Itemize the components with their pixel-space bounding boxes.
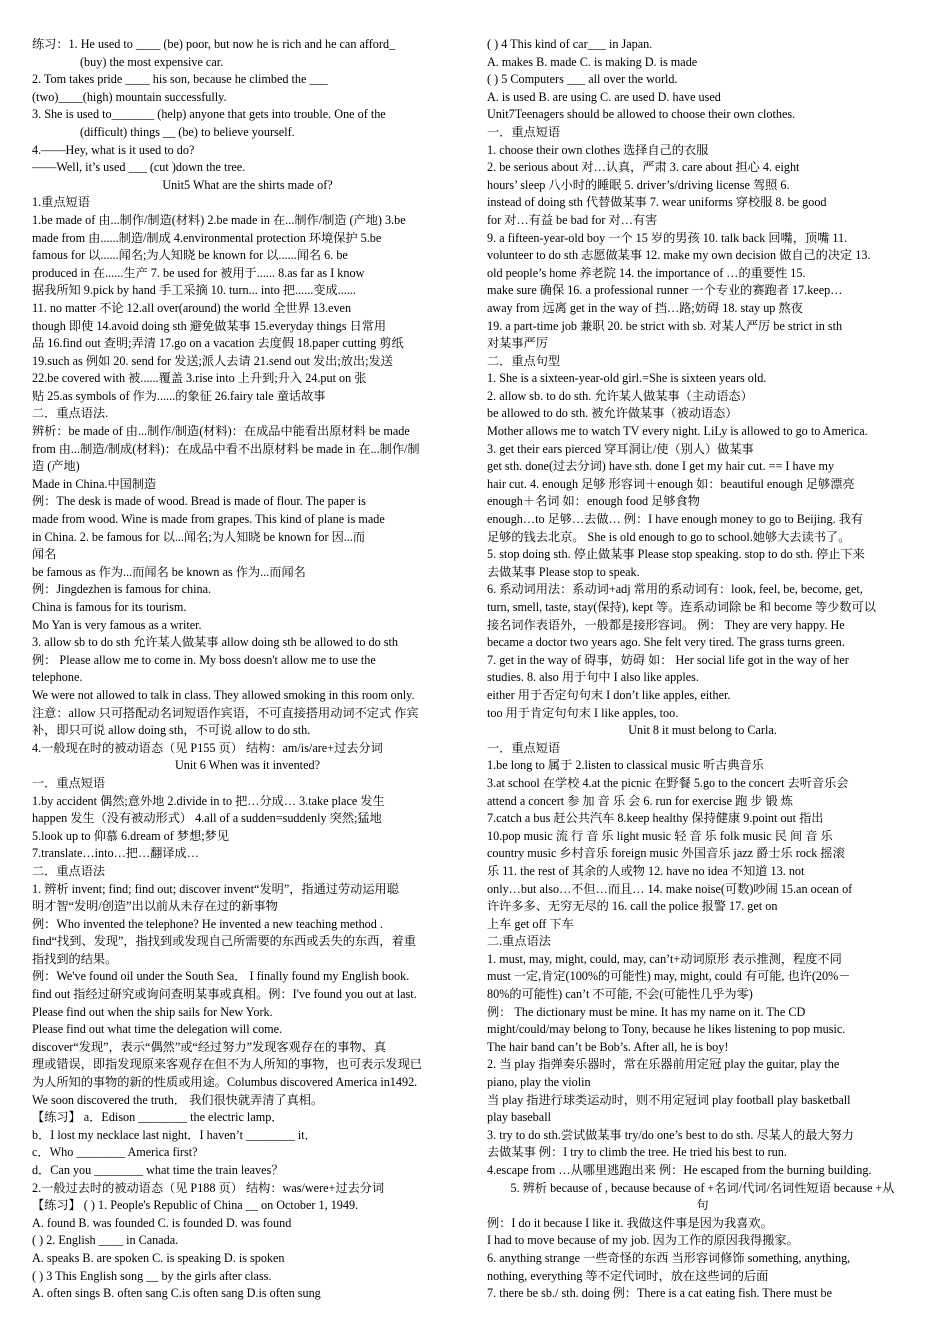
right-line: 去做某事 Please stop to speak.: [487, 564, 640, 579]
right-line: 例：I do it because I like it. 我做这件事是因为我喜欢。: [487, 1215, 773, 1230]
right-line: 3. get their ears pierced 穿耳洞让/使（别人）做某事: [487, 441, 754, 456]
right-line: enough＋名词 如：enough food 足够食物: [487, 494, 700, 509]
right-line: 3. try to do sth.尝试做某事 try/do one’s best to do sth. 尽某人的最大努力: [487, 1127, 854, 1142]
left-line: 据我所知 9.pick by hand 手工采摘 10. turn... into 把......变成......: [32, 283, 356, 298]
left-line: ——Well, it’s used ___ (cut )down the tree.: [32, 160, 246, 175]
right-line: 2. be serious about 对…认真，严肃 3. care about 担心 4. eight: [487, 160, 800, 175]
right-line: 2. 当 play 指弹奏乐器时，常在乐器前用定冠 play the guitar, play the: [487, 1057, 840, 1072]
left-line: made from wood. Wine is made from grapes. This kind of plane is made: [32, 512, 385, 527]
left-line: 7.translate…into…把…翻译成…: [32, 846, 199, 861]
right-line: must 一定,肯定(100%的可能性) may, might, could 有可能, 也许(20%－: [487, 969, 851, 984]
right-line: get sth. done(过去分词) have sth. done I get my hair cut. == I have my: [487, 459, 835, 474]
left-line: 练习：1. He used to ____ (be) poor, but now he is rich and he can afford_: [32, 37, 396, 51]
right-line: 足够的钱去北京。 She is old enough to go to school.她够大去读书了。: [487, 529, 851, 544]
right-line: 6. 系动词用法：系动词+adj 常用的系动词有：look, feel, be, become, get,: [487, 582, 863, 597]
right-line: 7. get in the way of 碍事，妨碍 如： Her social life got in the way of her: [487, 652, 849, 667]
left-line: 1.be made of 由...制作/制造(材料) 2.be made in 在...制作/制造 (产地) 3.be: [32, 212, 406, 227]
right-line: 乐 11. the rest of 其余的人或物 12. have no idea 不知道 13. not: [487, 863, 805, 878]
right-line: instead of doing sth 代替做某事 7. wear uniforms 穿校服 8. be good: [487, 195, 827, 210]
right-line: make sure 确保 16. a professional runner 一个专业的赛跑者 17.keep…: [487, 283, 843, 298]
left-line: Made in China.中国制造: [32, 476, 157, 491]
left-line: 例：We've found oil under the South Sea． I finally found my English book.: [32, 969, 410, 984]
left-line: Mo Yan is very famous as a writer.: [32, 617, 202, 632]
right-line: country music 乡村音乐 foreign music 外国音乐 jazz 爵士乐 rock 摇滚: [487, 846, 845, 861]
left-line: 1.by accident 偶然;意外地 2.divide in to 把…分成… 3.take place 发生: [32, 793, 385, 808]
right-line: 二.重点语法: [487, 934, 551, 949]
left-line: b．I lost my necklace last night．I haven’t ________ it．: [32, 1127, 317, 1142]
right-line: 接名词作表语外，一般都是接形容词。 例： They are very happy. He: [487, 617, 845, 632]
right-line: 1. must, may, might, could, may, can’t+动词原形 表示推测，程度不同: [487, 951, 842, 966]
left-line: made from 由......制造/制成 4.environmental protection 环境保护 5.be: [32, 230, 382, 245]
right-line: volunteer to do sth 志愿做某事 12. make my own decision 做自己的决定 13.: [487, 248, 871, 263]
right-line: might/could/may belong to Tony, because he likes listening to pop music.: [487, 1022, 846, 1037]
right-line: 7. there be sb./ sth. doing 例：There is a cat eating fish. There must be: [487, 1286, 832, 1301]
left-line: 2. Tom takes pride ____ his son, because he climbed the ___: [32, 72, 328, 87]
left-line: 4.一般现在时的被动语态（见 P155 页） 结构：am/is/are+过去分词: [32, 740, 383, 755]
left-line: discover“发现”，表示“偶然”或“经过努力”发现客观存在的事物、真: [32, 1039, 387, 1054]
left-line: We soon discovered the truth． 我们很快就弄清了真相。: [32, 1092, 324, 1107]
left-line: 5.look up to 仰慕 6.dream of 梦想;梦见: [32, 828, 230, 843]
right-line: 一．重点短语: [487, 740, 561, 755]
right-line: ( ) 4 This kind of car___ in Japan.: [487, 37, 653, 51]
left-line: 指找到的结果。: [32, 951, 118, 966]
left-line: 11. no matter 不论 12.all over(around) the world 全世界 13.even: [32, 300, 352, 315]
left-line: Please find out when the ship sails for New York.: [32, 1004, 273, 1019]
left-line: 22.be covered with 被......覆盖 3.rise into 上升到;升入 24.put on 张: [32, 371, 367, 386]
left-line: 注意：allow 只可搭配动名词短语作宾语，不可直接搭用动词不定式 作宾: [32, 705, 419, 720]
left-line: 4.——Hey, what is it used to do?: [32, 142, 195, 157]
right-line: old people’s home 养老院 14. the importance of …的重要性 15.: [487, 265, 806, 280]
left-line: 例：Jingdezhen is famous for china.: [32, 582, 212, 597]
right-line: hours’ sleep 八小时的睡眠 5. driver’s/driving license 驾照 6.: [487, 177, 790, 192]
left-line: 二．重点语法: [32, 863, 106, 878]
right-line: too 用于肯定句句末 I like apples, too.: [487, 705, 679, 720]
right-line: for 对…有益 be bad for 对…有害: [487, 212, 658, 227]
left-line: d．Can you ________ what time the train leaves？: [32, 1163, 284, 1177]
left-line: 例： Please allow me to come in. My boss doesn't allow me to use the: [32, 652, 376, 667]
left-line: 例：Who invented the telephone? He invented a new teaching method .: [32, 916, 383, 931]
left-line: (two)____(high) mountain successfully.: [32, 89, 227, 104]
right-line: 当 play 指进行球类运动时，则不用定冠词 play football play basketball: [487, 1092, 851, 1107]
right-line: away from 远离 get in the way of 挡…路;妨碍 18. stay up 熬夜: [487, 300, 803, 315]
left-line: 【练习】 ( ) 1. People's Republic of China __ on October 1, 1949.: [32, 1198, 359, 1213]
left-line: 为人所知的事物的新的性质或用途。Columbus discovered America in1492.: [32, 1075, 418, 1090]
right-line: I had to move because of my job. 因为工作的原因我得搬家。: [487, 1233, 799, 1248]
left-line: 1.重点短语: [32, 195, 90, 210]
left-line: from 由...制造/制成(材料)：在成品中看不出原材料 be made in 在...制作/制: [32, 441, 420, 456]
right-line: Unit7Teenagers should be allowed to choose their own clothes.: [487, 107, 796, 122]
left-line: (buy) the most expensive car.: [80, 54, 224, 69]
left-line: 贴 25.as symbols of 作为......的象征 26.fairy tale 童话故事: [32, 388, 326, 403]
left-line: 辨析：be made of 由...制作/制造(材料)：在成品中能看出原材料 be made: [32, 424, 410, 439]
left-line: 3. She is used to_______ (help) anyone that gets into trouble. One of the: [32, 107, 386, 122]
left-line: 造 (产地): [32, 459, 80, 474]
left-line: Please find out what time the delegation will come.: [32, 1022, 283, 1037]
right-line: 一．重点短语: [487, 124, 561, 139]
right-line: piano, play the violin: [487, 1075, 591, 1090]
left-line: be famous as 作为...而闻名 be known as 作为...而闻名: [32, 564, 306, 579]
right-line: 80%的可能性) can’t 不可能, 不会(可能性几乎为零): [487, 987, 753, 1002]
left-line: 明才智“发明/创造”出以前从未存在过的新事物: [32, 899, 278, 914]
left-line: 品 16.find out 查明;弄清 17.go on a vacation 去度假 18.paper cutting 剪纸: [32, 336, 404, 351]
left-line: Unit5 What are the shirts made of?: [162, 177, 333, 192]
right-line: 5. 辨析 because of , because because of +名词/代词/名词性短语 because +从: [510, 1180, 895, 1195]
right-column: [487, 36, 918, 1303]
right-line: 7.catch a bus 赶公共汽车 8.keep healthy 保持健康 9.point out 指出: [487, 811, 824, 826]
left-line: produced in 在......生产 7. be used for 被用于...... 8.as far as I know: [32, 265, 365, 280]
right-line: 1. She is a sixteen-year-old girl.=She is sixteen years old.: [487, 371, 767, 386]
right-line: A. makes B. made C. is making D. is made: [487, 54, 698, 69]
left-line: find out 指经过研究或询问查明某事或真相。例：I've found you out at last.: [32, 987, 417, 1002]
left-line: though 即使 14.avoid doing sth 避免做某事 15.everyday things 日常用: [32, 318, 387, 333]
right-line: 二．重点句型: [487, 353, 561, 368]
right-line: be allowed to do sth. 被允许做某事（被动语态）: [487, 406, 738, 421]
right-line: A. is used B. are using C. are used D. have used: [487, 89, 721, 104]
left-line: A. often sings B. often sang C.is often sang D.is often sung: [32, 1286, 321, 1301]
left-line: telephone.: [32, 670, 83, 685]
left-column: [32, 36, 463, 1303]
left-line: in China. 2. be famous for 以...闻名;为人知晓 be known for 因...而: [32, 529, 366, 544]
right-line: 6. anything strange 一些奇怪的东西 当形容词修饰 something, anything,: [487, 1250, 851, 1265]
right-line: 9. a fifteen-year-old boy 一个 15 岁的男孩 10. talk back 回嘴，顶嘴 11.: [487, 230, 848, 245]
left-line: We were not allowed to talk in class. They allowed smoking in this room only.: [32, 687, 415, 702]
left-line: (difficult) things __ (be) to believe yourself.: [80, 124, 295, 139]
left-line: 2.一般过去时的被动语态（见 P188 页） 结构：was/were+过去分词: [32, 1180, 385, 1195]
left-line: 一．重点短语: [32, 775, 106, 790]
right-line: 1.be long to 属于 2.listen to classical music 听古典音乐: [487, 758, 764, 773]
right-line: 句: [696, 1198, 709, 1213]
left-line: c．Who ________ America first?: [32, 1145, 198, 1160]
right-line: hair cut. 4. enough 足够 形容词＋enough 如：beautiful enough 足够漂亮: [487, 476, 855, 491]
right-line: Unit 8 it must belong to Carla.: [628, 723, 777, 738]
right-line: 19. a part-time job 兼职 20. be strict with sb. 对某人严厉 be strict in sth: [487, 318, 843, 333]
left-line: find“找到、发现”，指找到或发现自己所需要的东西或丢失的东西，着重: [32, 934, 416, 949]
right-line: 10.pop music 流 行 音 乐 light music 轻 音 乐 folk music 民 间 音 乐: [487, 828, 833, 843]
right-line: 4.escape from …从哪里逃跑出来 例：He escaped from the burning building.: [487, 1163, 872, 1177]
left-line: happen 发生（没有被动形式） 4.all of a sudden=suddenly 突然;猛地: [32, 811, 382, 826]
left-line: famous for 以......闻名;为人知晓 be known for 以......闻名 6. be: [32, 248, 348, 263]
right-line: 例： The dictionary must be mine. It has my name on it. The CD: [487, 1004, 806, 1019]
right-line: 去做某事 例：I try to climb the tree. He tried his best to run.: [487, 1145, 787, 1160]
left-line: A. speaks B. are spoken C. is speaking D. is spoken: [32, 1250, 285, 1265]
left-line: China is famous for its tourism.: [32, 600, 187, 614]
right-line: ( ) 5 Computers ___ all over the world.: [487, 72, 678, 87]
left-line: 3. allow sb to do sth 允许某人做某事 allow doing sth be allowed to do sth: [32, 635, 398, 650]
left-line: 例：The desk is made of wood. Bread is made of flour. The paper is: [32, 494, 366, 509]
right-line: nothing, everything 等不定代词时，放在这些词的后面: [487, 1268, 769, 1283]
right-line: studies. 8. also 用于句中 I also like apples.: [487, 670, 699, 685]
right-line: attend a concert 参 加 音 乐 会 6. run for exercise 跑 步 锻 炼: [487, 793, 793, 808]
right-line: play baseball: [487, 1110, 551, 1125]
left-line: ( ) 2. English ____ in Canada.: [32, 1233, 179, 1248]
right-line: 3.at school 在学校 4.at the picnic 在野餐 5.go to the concert 去听音乐会: [487, 775, 849, 790]
right-line: enough…to 足够…去做… 例：I have enough money to go to Beijing. 我有: [487, 512, 864, 527]
right-line: 1. choose their own clothes 选择自己的衣服: [487, 142, 709, 157]
right-line: Mother allows me to watch TV every night. LiLy is allowed to go to America.: [487, 424, 868, 439]
left-line: A. found B. was founded C. is founded D. was found: [32, 1215, 292, 1230]
left-line: 理或错误，即指发现原来客观存在但不为人所知的事物，也可表示发现已: [32, 1057, 422, 1072]
left-line: ( ) 3 This English song __ by the girls after class.: [32, 1268, 272, 1283]
right-line: turn, smell, taste, stay(保持), kept 等。连系动词除 be 和 become 等少数可以: [487, 600, 876, 614]
right-line: became a doctor two years ago. She felt very tired. The grass turns green.: [487, 635, 845, 650]
right-line: The hair band can’t be Bob’s. After all, he is boy!: [487, 1039, 729, 1054]
left-line: 二．重点语法.: [32, 406, 109, 421]
left-line: 1. 辨析 invent; find; find out; discover invent“发明”，指通过劳动运用聪: [32, 881, 399, 896]
left-line: 闻名: [32, 547, 57, 562]
left-line: Unit 6 When was it invented?: [175, 758, 320, 773]
left-line: 补，即只可说 allow doing sth，不可说 allow to do sth.: [32, 723, 311, 738]
right-line: only…but also…不但…而且… 14. make noise(可数)吵闹 15.an ocean of: [487, 881, 853, 896]
right-line: 许许多多、无穷无尽的 16. call the police 报警 17. get on: [487, 899, 778, 914]
right-line: 5. stop doing sth. 停止做某事 Please stop speaking. stop to do sth. 停止下来: [487, 547, 865, 562]
right-line: 2. allow sb. to do sth. 允许某人做某事（主动语态）: [487, 388, 753, 403]
right-line: 上车 get off 下车: [487, 916, 574, 931]
right-line: either 用于否定句句末 I don’t like apples, either.: [487, 687, 731, 702]
right-line: 对某事严厉: [487, 336, 548, 351]
left-line: 19.such as 例如 20. send for 发送;派人去请 21.send out 发出;放出;发送: [32, 353, 393, 368]
left-line: 【练习】 a．Edison ________ the electric lamp．: [32, 1110, 284, 1125]
